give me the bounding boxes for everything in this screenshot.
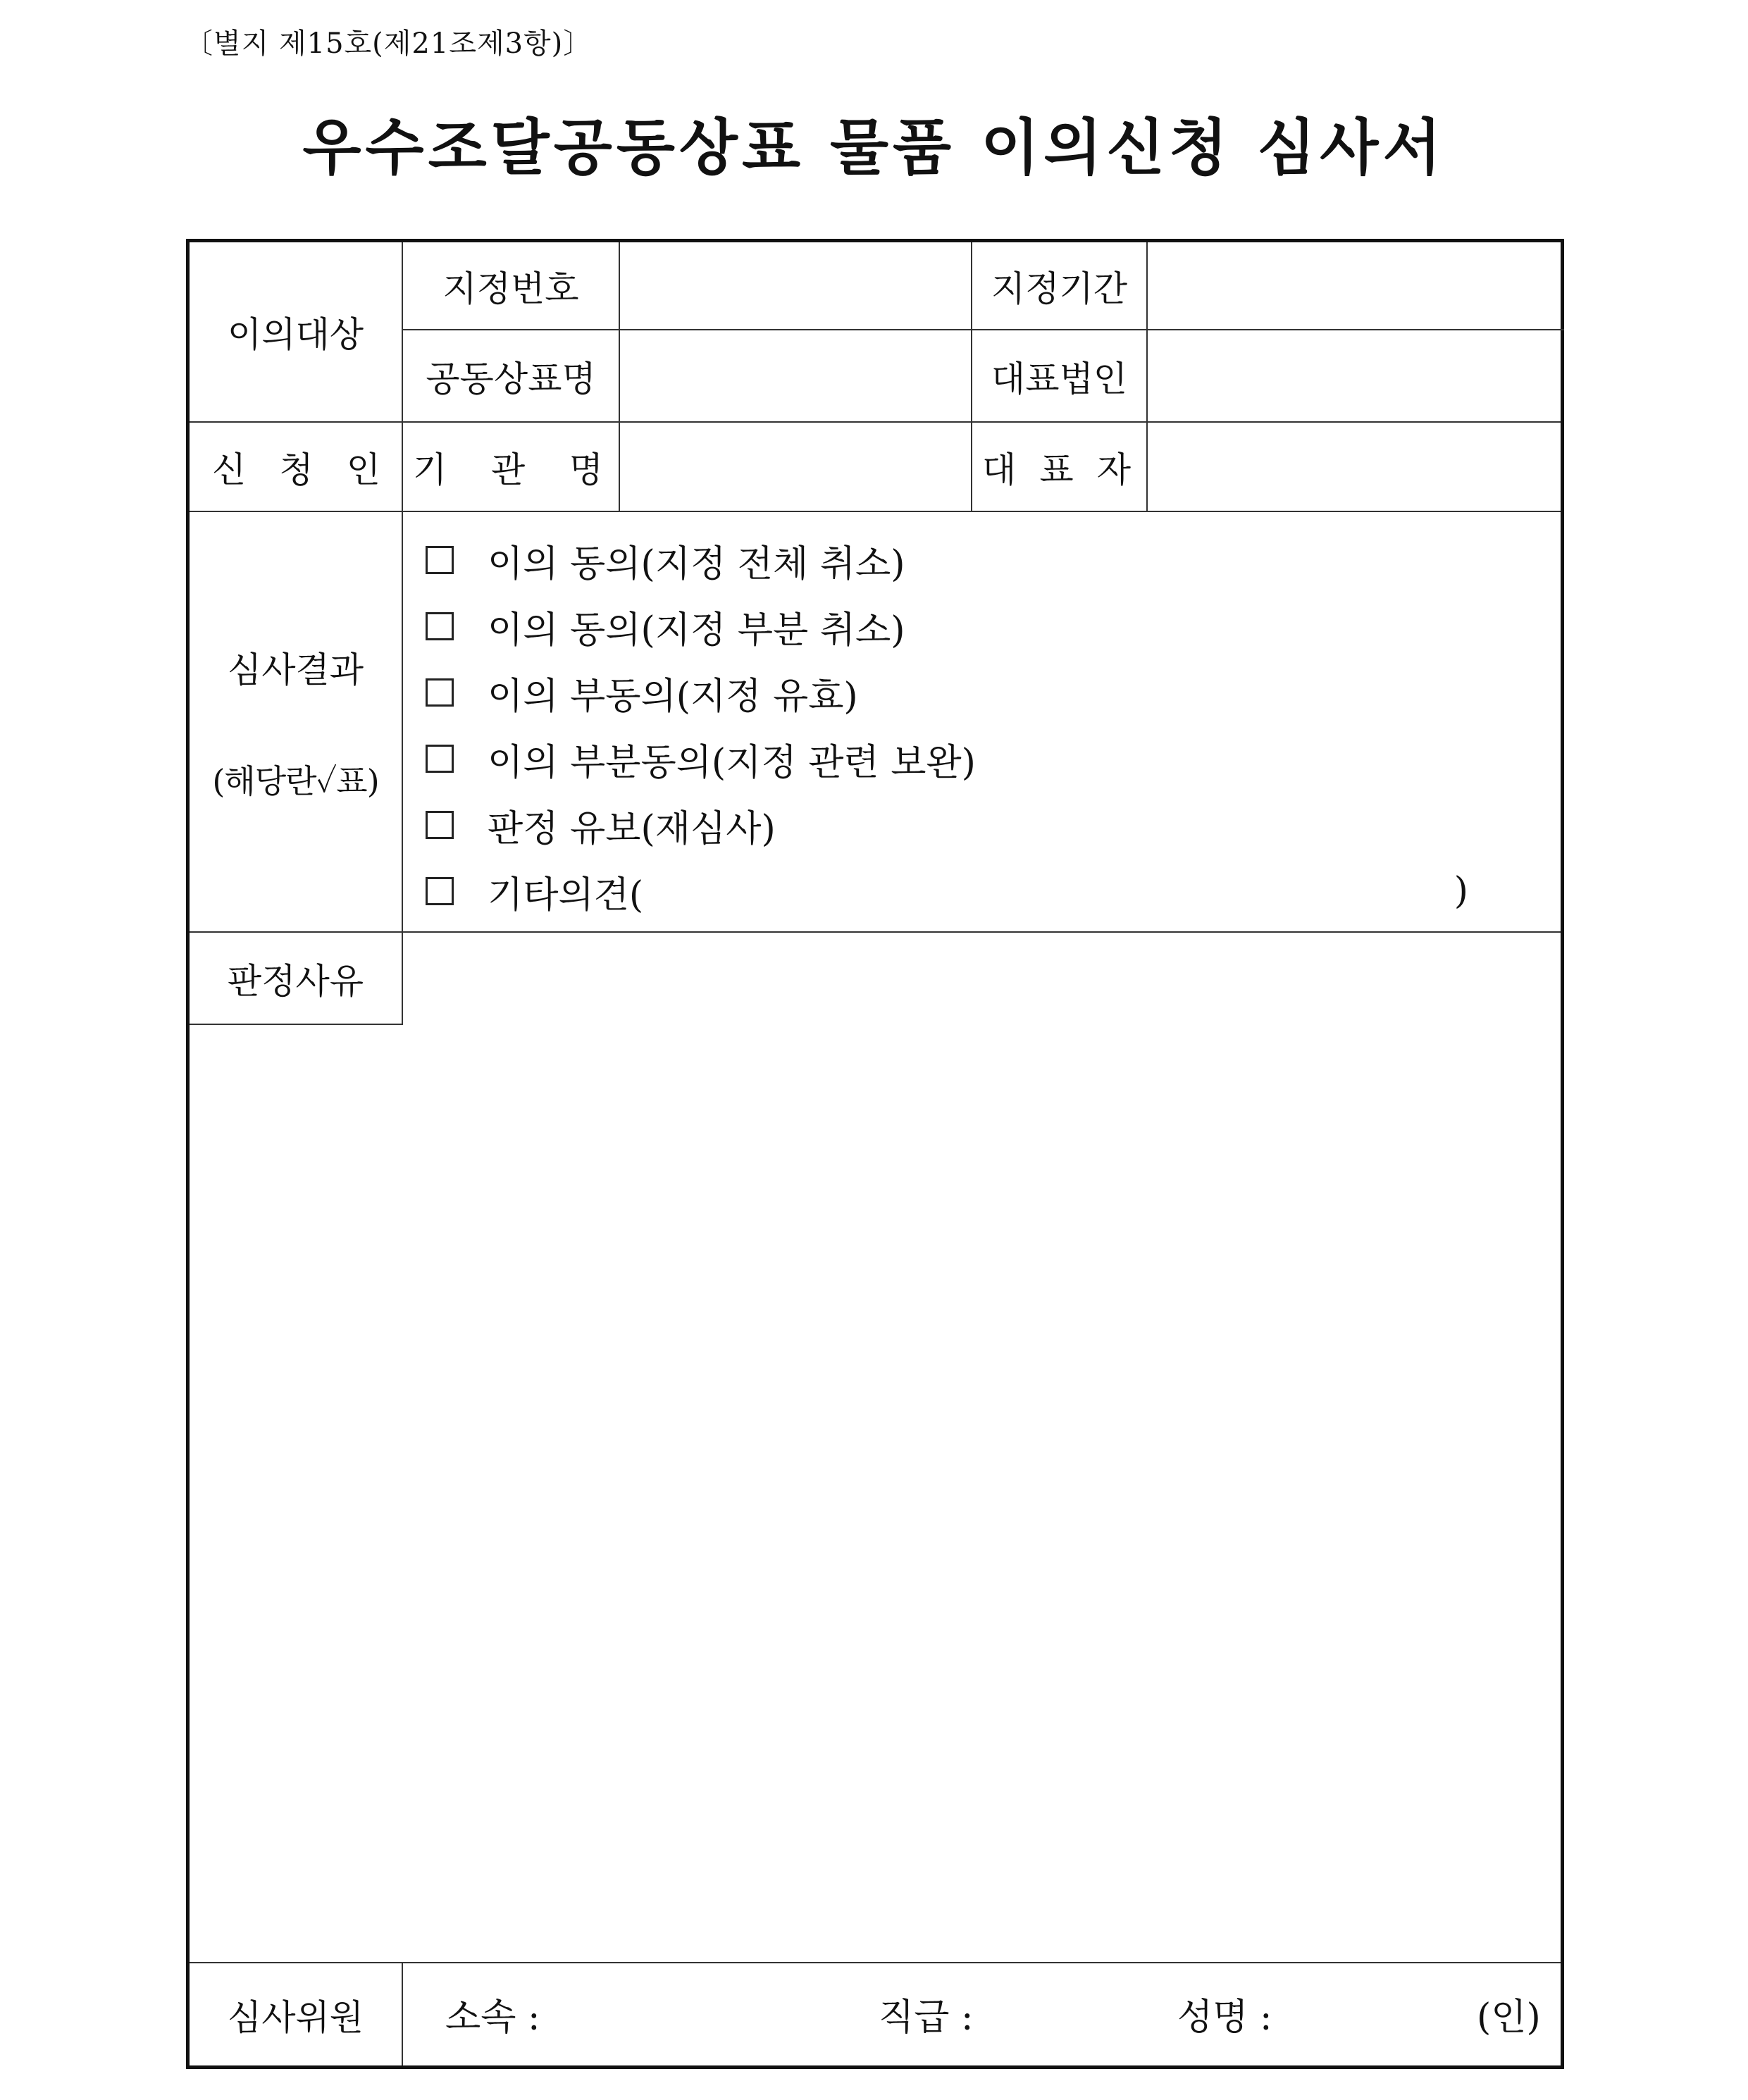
checkbox[interactable] <box>426 811 454 839</box>
reviewer-seal: (인) <box>1477 1996 1541 2039</box>
objection-target-label: 이의대상 <box>227 314 364 355</box>
review-result-options <box>426 527 1525 924</box>
form-number-note: 〔별지 제15호(제21조제3항)〕 <box>185 27 593 60</box>
decision-reason-field[interactable] <box>190 1025 1561 1962</box>
document-title: 우수조달공동상표 물품 이의신청 심사서 <box>302 113 1446 183</box>
decision-reason-label: 판정사유 <box>227 960 364 1002</box>
org-name-label: 기 관 명 <box>413 449 603 490</box>
reviewer-name[interactable]: 성명 : <box>1177 1996 1272 2039</box>
option-partial-agree[interactable]: 이의 부분동의(지정 관련 보완) <box>426 726 1525 792</box>
designation-period-label: 지정기간 <box>991 268 1128 309</box>
representative-label: 대 표 자 <box>982 449 1131 490</box>
designation-number-field[interactable] <box>620 242 971 329</box>
review-result-label: 심사결과 (해당란✓표) <box>212 649 379 800</box>
designation-number-label: 지정번호 <box>442 268 579 309</box>
representative-field[interactable] <box>1148 423 1561 511</box>
org-name-field[interactable] <box>620 423 971 511</box>
representative-corp-field[interactable] <box>1148 330 1561 421</box>
option-other-opinion[interactable]: 기타의견( ) <box>426 858 1525 924</box>
column-divider <box>402 1962 403 2065</box>
applicant-label: 신 청 인 <box>212 449 380 490</box>
joint-brand-name-field[interactable] <box>620 330 971 421</box>
designation-period-field[interactable] <box>1148 242 1561 329</box>
other-opinion-close-paren: ) <box>1453 870 1468 912</box>
checkbox[interactable] <box>426 745 454 773</box>
option-disagree-valid[interactable]: 이의 부동의(지정 유효) <box>426 659 1525 726</box>
reviewer-rank[interactable]: 직급 : <box>879 1996 974 2039</box>
checkbox[interactable] <box>426 678 454 707</box>
reviewer-label: 심사위원 <box>227 1996 364 2038</box>
option-partial-cancel[interactable]: 이의 동의(지정 부분 취소) <box>426 593 1525 659</box>
option-reserve-rereview[interactable]: 판정 유보(재심사) <box>426 792 1525 858</box>
checkbox[interactable] <box>426 877 454 905</box>
representative-corp-label: 대표법인 <box>991 358 1128 399</box>
checkbox[interactable] <box>426 546 454 574</box>
joint-brand-name-label: 공동상표명 <box>426 358 596 399</box>
option-full-cancel[interactable]: 이의 동의(지정 전체 취소) <box>426 527 1525 593</box>
checkbox[interactable] <box>426 612 454 640</box>
reviewer-affiliation[interactable]: 소속 : <box>445 1996 540 2039</box>
